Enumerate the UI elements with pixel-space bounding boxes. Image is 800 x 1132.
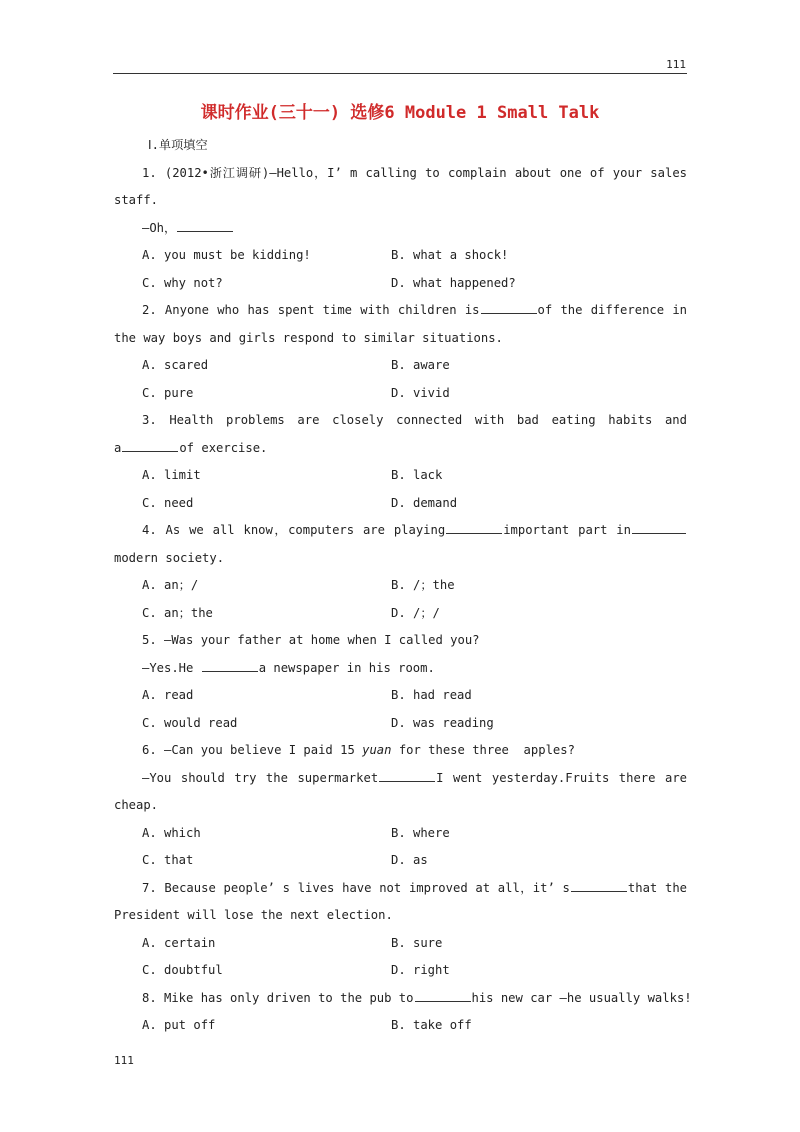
answer-blank — [571, 879, 627, 892]
page-number-bottom: 111 — [114, 1054, 134, 1067]
question-6-options-row-1 — [114, 820, 687, 848]
title-part-3: Module 1 — [404, 103, 487, 123]
answer-blank — [446, 521, 502, 534]
question-3-stem-line-2 — [114, 435, 687, 463]
option-a: A. put off — [142, 1018, 216, 1032]
question-6-stem-line-2 — [114, 765, 687, 793]
answer-blank — [202, 659, 258, 672]
question-2-stem-line-2: the way boys and girls respond to similar situations. — [114, 330, 503, 345]
answer-blank — [379, 769, 435, 782]
option-c: C. that — [142, 853, 194, 867]
question-6-stem-b: for these three apples? — [391, 743, 575, 757]
header-rule — [113, 73, 687, 74]
option-c: C. an；the — [142, 605, 213, 620]
page-number-top: 111 — [666, 58, 686, 71]
answer-blank — [632, 521, 686, 534]
option-d: D. vivid — [391, 385, 450, 400]
question-5-options-row-1 — [114, 682, 687, 710]
question-3-stem-b: of exercise. — [179, 440, 268, 455]
question-1-stem-line-1: 1. (2012•浙江调研)—Hello，I’ m calling to complain about one of your sales — [142, 165, 687, 180]
question-1-stem-line-2: staff. — [114, 193, 159, 207]
question-3-options-row-1 — [114, 462, 687, 490]
question-5-stem-b: a newspaper in his room. — [258, 660, 435, 675]
question-6-stem-line-1 — [114, 737, 687, 765]
question-1-options-row-1 — [114, 242, 687, 270]
option-b: B. /；the — [391, 578, 455, 592]
question-2-stem-b: of the difference in — [537, 303, 687, 317]
question-7-stem-line-1 — [114, 875, 687, 903]
question-4-stem-line-1 — [114, 517, 687, 545]
question-5-stem-line-2 — [114, 655, 687, 683]
question-8-options-row-1 — [114, 1012, 687, 1040]
option-d: D. right — [391, 963, 450, 977]
question-5-stem-a: —Yes.He — [142, 660, 201, 675]
option-d: D. was reading — [391, 715, 494, 730]
option-b: B. had read — [391, 688, 472, 702]
question-1-stem-line-3 — [114, 215, 687, 243]
answer-blank — [481, 301, 537, 314]
option-c: C. would read — [142, 715, 238, 730]
answer-blank — [415, 989, 471, 1002]
option-a: A. an；/ — [142, 578, 199, 592]
question-5-stem-line-1: 5. —Was your father at home when I called you? — [142, 633, 480, 647]
question-4-stem-line-2: modern society. — [114, 550, 225, 565]
exercise-content — [114, 132, 692, 1040]
question-6-stem-c: —You should try the supermarket — [142, 770, 379, 785]
option-a: A. limit — [142, 468, 201, 482]
option-a: A. read — [142, 688, 194, 702]
option-a: A. scared — [142, 358, 209, 372]
option-c: C. need — [142, 495, 194, 510]
question-7-stem-line-2: President will lose the next election. — [114, 908, 393, 922]
title-part-2: 选修6 — [350, 103, 395, 123]
option-c: C. pure — [142, 385, 194, 400]
option-b: B. aware — [391, 358, 450, 372]
question-3-stem-line-1: 3. Health problems are closely connected with bad eating habits and — [142, 413, 687, 427]
option-b: B. where — [391, 825, 450, 840]
question-3-stem-a: a — [114, 440, 122, 455]
question-8-stem-b: his new car —he usually walks! — [471, 990, 692, 1005]
question-6-stem-line-3: cheap. — [114, 798, 159, 812]
question-8-stem-a: 8. Mike has only driven to the pub to — [142, 990, 414, 1005]
option-b: B. what a shock! — [391, 248, 509, 262]
question-2-options-row-2 — [114, 380, 687, 408]
question-4-options-row-2 — [114, 600, 687, 628]
question-4-stem-b: important part in — [503, 523, 631, 537]
option-d: D. as — [391, 853, 428, 867]
option-a: A. certain — [142, 935, 216, 950]
section-heading: Ⅰ.单项填空 — [148, 138, 208, 152]
question-6-options-row-2 — [114, 847, 687, 875]
question-7-stem-b: that the — [627, 880, 687, 895]
question-7-stem-a: 7. Because people’ s lives have not improved at all，it’ s — [142, 880, 570, 895]
option-c: C. doubtful — [142, 963, 223, 977]
question-7-options-row-2 — [114, 957, 687, 985]
question-8-stem-line-1 — [114, 985, 692, 1013]
page-title — [0, 98, 800, 123]
question-2-stem-line-1 — [114, 297, 687, 325]
question-5-options-row-2 — [114, 710, 687, 738]
option-d: D. /；/ — [391, 605, 440, 620]
question-1-options-row-2 — [114, 270, 687, 298]
title-part-1: 课时作业(三十一) — [200, 103, 341, 123]
question-7-options-row-1 — [114, 930, 687, 958]
option-a: A. which — [142, 825, 201, 840]
option-a: A. you must be kidding! — [142, 248, 311, 262]
question-2-stem-a: 2. Anyone who has spent time with children is — [142, 303, 480, 317]
question-6-stem-a: 6. —Can you believe I paid 15 — [142, 743, 363, 757]
question-4-options-row-1 — [114, 572, 687, 600]
option-c: C. why not? — [142, 275, 223, 290]
title-part-4: Small Talk — [497, 103, 600, 123]
question-2-options-row-1 — [114, 352, 687, 380]
option-b: B. lack — [391, 468, 443, 482]
answer-blank — [177, 219, 233, 232]
question-3-options-row-2 — [114, 490, 687, 518]
question-4-stem-a: 4. As we all know，computers are playing — [142, 523, 446, 537]
option-b: B. sure — [391, 935, 443, 950]
answer-blank — [122, 439, 178, 452]
option-d: D. what happened? — [391, 275, 516, 290]
option-d: D. demand — [391, 495, 458, 510]
question-6-stem-italic: yuan — [362, 743, 392, 757]
option-b: B. take off — [391, 1018, 472, 1032]
question-6-stem-d: I went yesterday.Fruits there are — [436, 770, 687, 785]
question-1-reply: —Oh， — [142, 220, 177, 235]
